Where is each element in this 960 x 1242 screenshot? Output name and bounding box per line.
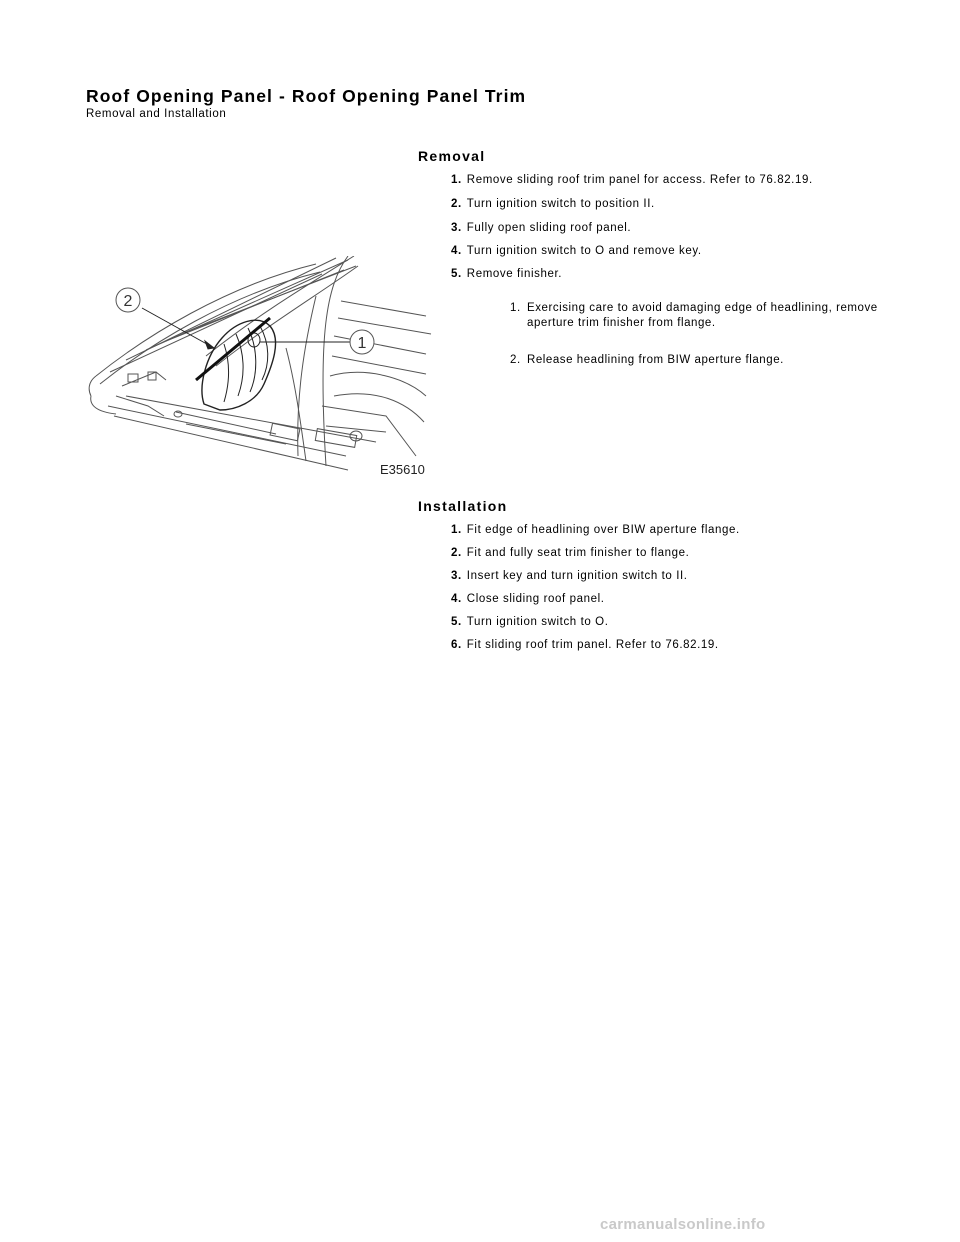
removal-step-2: 2. Turn ignition switch to position II.: [451, 198, 655, 210]
installation-heading: Installation: [418, 498, 508, 514]
removal-step-5: 5. Remove finisher.: [451, 268, 563, 280]
removal-step-4: 4. Turn ignition switch to O and remove key.: [451, 245, 702, 257]
installation-step-6: 6. Fit sliding roof trim panel. Refer to 76.82.19.: [451, 639, 719, 651]
removal-substep-1: 1. Exercising care to avoid damaging edge of headlining, remove aperture trim finisher from flange.: [510, 302, 878, 329]
watermark: carmanualsonline.info: [600, 1216, 766, 1233]
installation-step-2: 2. Fit and fully seat trim finisher to flange.: [451, 547, 690, 559]
roof-trim-illustration: [86, 256, 438, 480]
removal-substep-2: 2. Release headlining from BIW aperture flange.: [510, 354, 784, 366]
figure-id-label: E35610: [380, 462, 425, 477]
page-subtitle: Removal and Installation: [86, 108, 227, 120]
callout-2-label: 2: [123, 293, 133, 310]
removal-step-3: 3. Fully open sliding roof panel.: [451, 222, 632, 234]
installation-step-1: 1. Fit edge of headlining over BIW aperture flange.: [451, 524, 740, 536]
removal-heading: Removal: [418, 148, 486, 164]
installation-step-5: 5. Turn ignition switch to O.: [451, 616, 609, 628]
installation-step-3: 3. Insert key and turn ignition switch to II.: [451, 570, 688, 582]
callout-1-label: 1: [357, 335, 367, 352]
removal-step-1: 1. Remove sliding roof trim panel for access. Refer to 76.82.19.: [451, 174, 813, 186]
installation-step-4: 4. Close sliding roof panel.: [451, 593, 605, 605]
page-title: Roof Opening Panel - Roof Opening Panel Trim: [86, 86, 527, 106]
